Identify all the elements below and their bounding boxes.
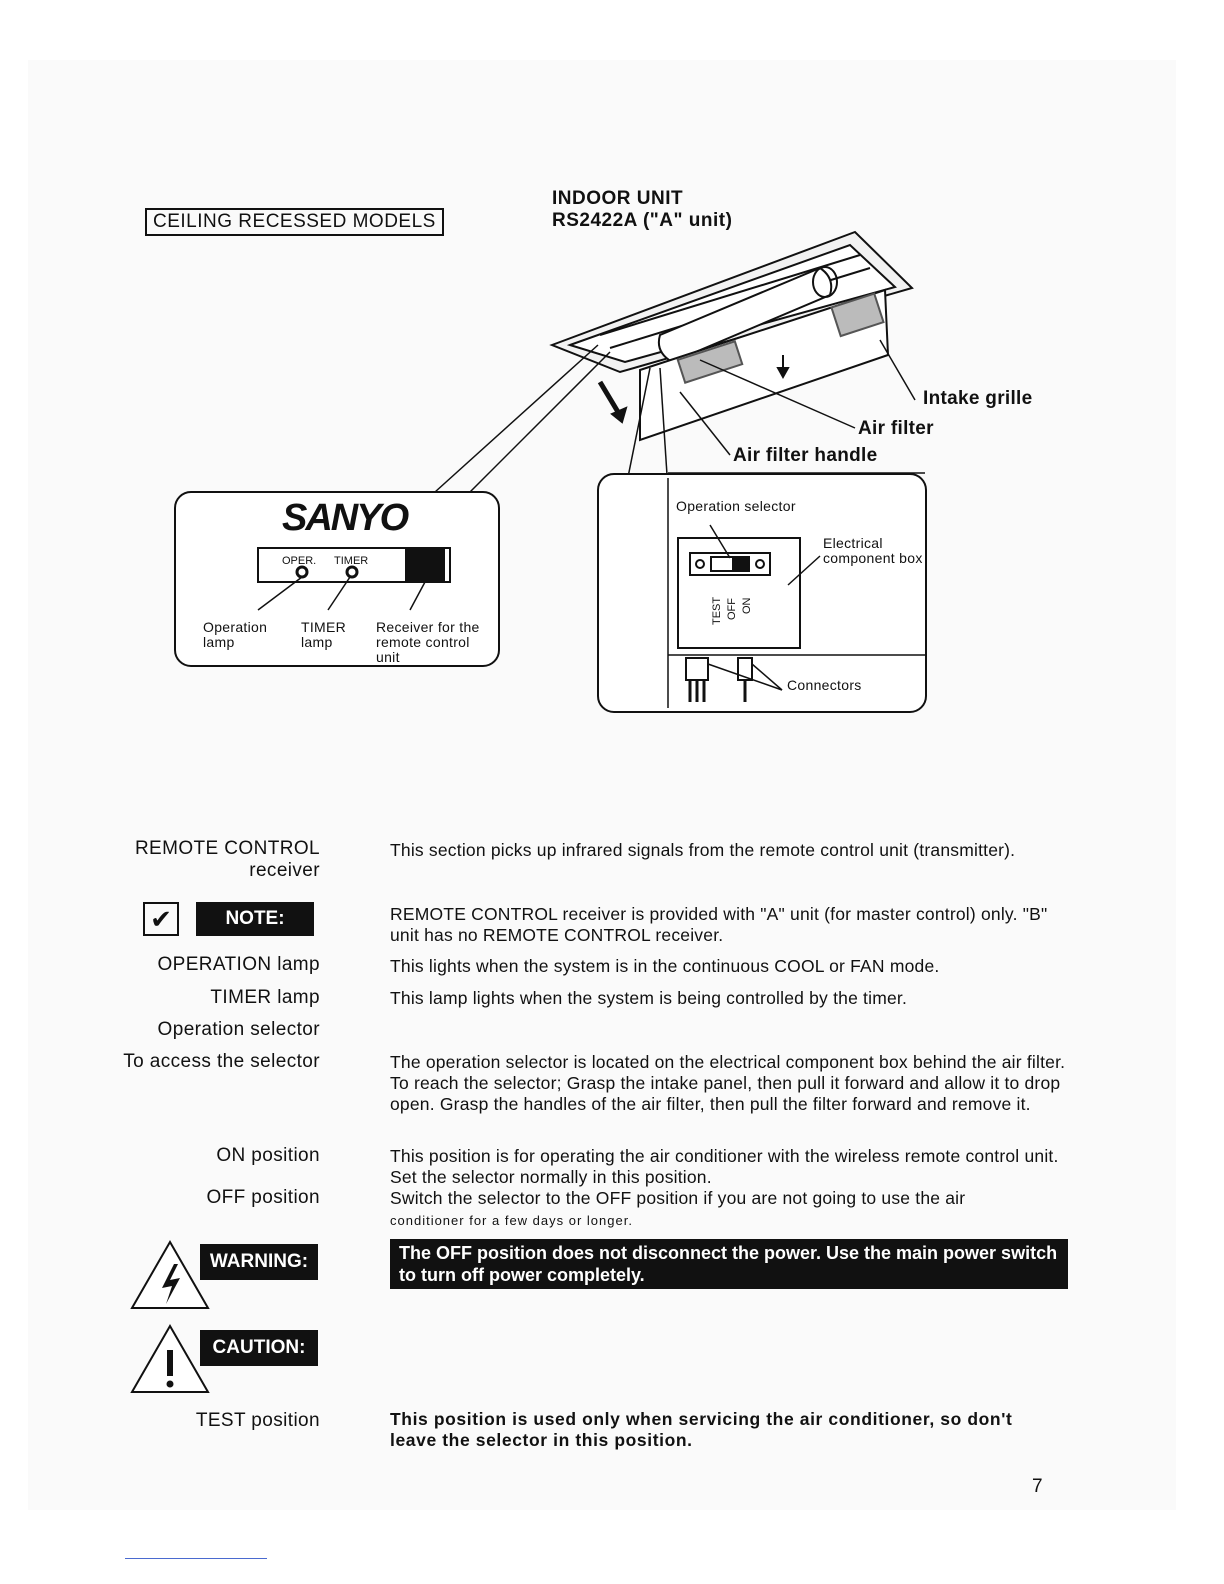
- note-badge: NOTE:: [196, 902, 314, 936]
- operation-selector-label: Operation selector: [157, 1019, 320, 1040]
- operation-lamp-label: OPERATION lamp: [157, 954, 320, 975]
- sanyo-logo: SANYO: [282, 497, 408, 539]
- electrical-box-caption: Electrical component box: [823, 535, 923, 566]
- off-position-text: Switch the selector to the OFF position if you are not going to use the air: [390, 1188, 966, 1208]
- note-check-icon: ✔: [143, 902, 179, 936]
- timer-lamp-caption: TIMER lamp: [301, 619, 347, 650]
- switch-on-label: ON: [741, 597, 753, 614]
- page-number: 7: [1032, 1476, 1043, 1497]
- operation-lamp-text: This lights when the system is in the continuous COOL or FAN mode.: [390, 956, 940, 976]
- timer-text: TIMER: [334, 555, 369, 567]
- air-filter-label: Air filter: [858, 418, 934, 439]
- operation-lamp-caption: Operation lamp: [203, 619, 268, 650]
- test-position-text: This position is used only when servicing the air conditioner, so don't leave the selector in this position.: [390, 1409, 1013, 1450]
- operation-lamp-dot: [297, 567, 307, 577]
- air-filter-handle-label: Air filter handle: [733, 445, 878, 466]
- access-selector-text: The operation selector is located on the electrical component box behind the air filter. To reach the selector; Grasp the intake panel, then pull it forward and allow it to drop open. Grasp the handles of the air filter, then pull the filter forward and remove it.: [390, 1052, 1066, 1114]
- indoor-unit-title: INDOOR UNIT: [552, 188, 684, 209]
- off-position-text-2: conditioner for a few days or longer.: [390, 1213, 633, 1228]
- model-number: RS2422A ("A" unit): [552, 210, 733, 231]
- remote-control-label: REMOTE CONTROL receiver: [134, 838, 320, 881]
- remote-control-text: This section picks up infrared signals from the remote control unit (transmitter).: [390, 840, 1016, 860]
- caution-badge: CAUTION:: [200, 1330, 318, 1366]
- oper-text: OPER.: [282, 555, 317, 567]
- timer-lamp-label: TIMER lamp: [210, 987, 320, 1008]
- operation-selector-caption: Operation selector: [676, 498, 796, 514]
- timer-lamp-dot: [347, 567, 357, 577]
- access-selector-label: To access the selector: [123, 1051, 320, 1072]
- warning-badge: WARNING:: [200, 1244, 318, 1280]
- switch-off-label: OFF: [726, 598, 738, 620]
- connectors-caption: Connectors: [787, 677, 862, 693]
- switch-test-label: TEST: [711, 596, 723, 625]
- on-position-label: ON position: [216, 1145, 320, 1166]
- models-heading-box: CEILING RECESSED MODELS: [145, 208, 444, 236]
- receiver-window: [406, 550, 444, 580]
- receiver-caption: Receiver for the remote control unit: [376, 619, 480, 665]
- timer-lamp-text: This lamp lights when the system is being controlled by the timer.: [390, 988, 908, 1008]
- test-position-label: TEST position: [195, 1410, 320, 1431]
- warning-text: The OFF position does not disconnect the power. Use the main power switch to turn off power completely.: [390, 1239, 1068, 1289]
- on-position-text: This position is for operating the air conditioner with the wireless remote control unit. Set the selector normally in this position.: [390, 1146, 1059, 1187]
- note-text: REMOTE CONTROL receiver is provided with "A" unit (for master control) only. "B" unit has no REMOTE CONTROL receiver.: [390, 904, 1048, 945]
- off-position-label: OFF position: [206, 1187, 320, 1208]
- intake-grille-label: Intake grille: [923, 388, 1033, 409]
- footer-rule: [125, 1558, 267, 1559]
- unit-diagram: [0, 0, 1224, 760]
